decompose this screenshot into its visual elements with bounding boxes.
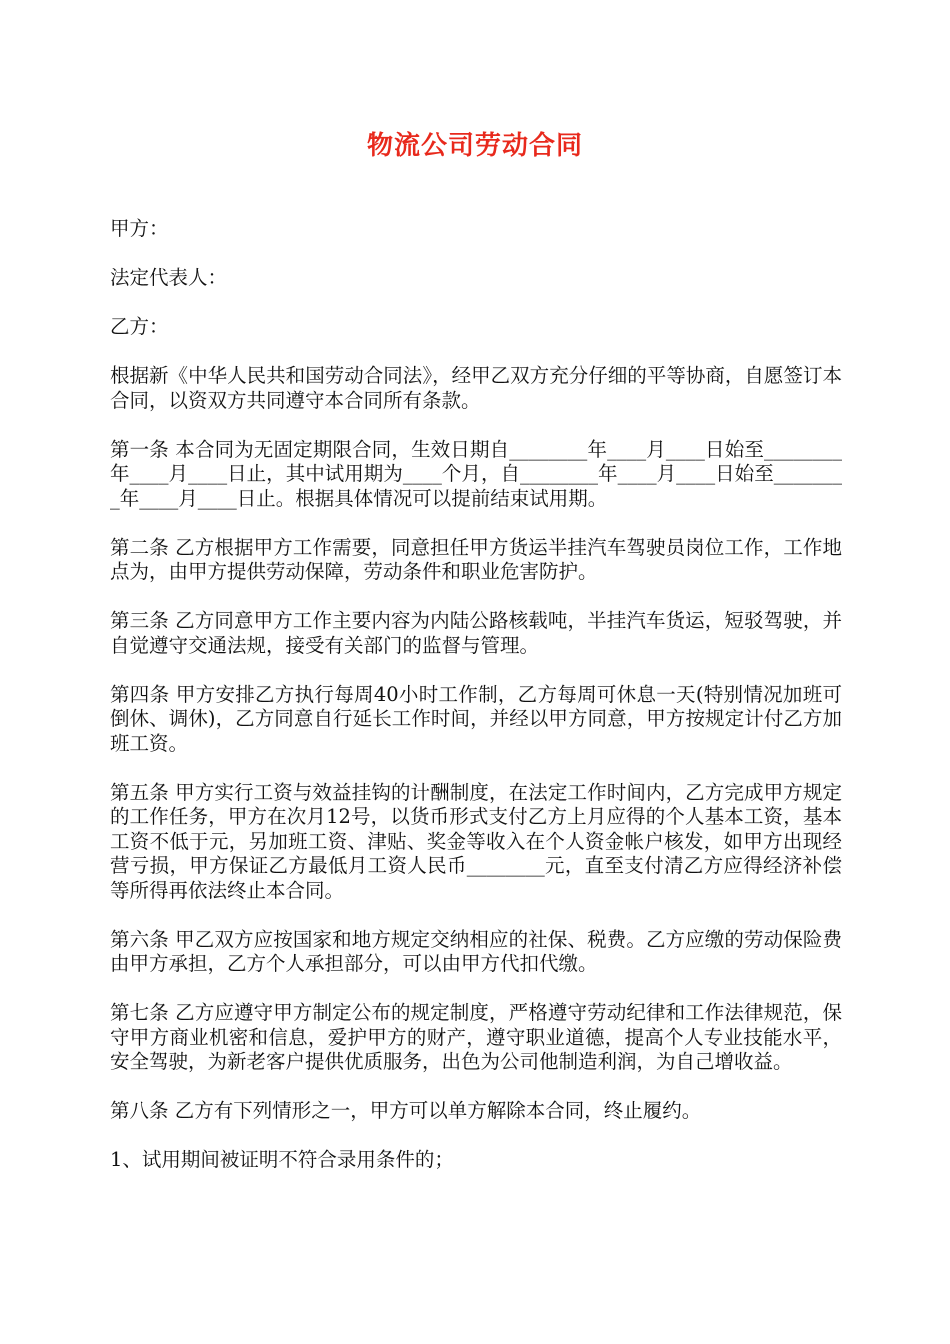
article-6-paragraph: 第六条 甲乙双方应按国家和地方规定交纳相应的社保、税费。乙方应缴的劳动保险费由甲方承担，乙方个人承担部分，可以由甲方代扣代缴。: [110, 927, 842, 975]
party-b-line: 乙方：: [110, 315, 169, 338]
document-title: 物流公司劳动合同: [366, 131, 583, 161]
article-1-paragraph: 第一条 本合同为无固定期限合同，生效日期自________年____月____日始至________年____月____日止，其中试用期为____个月，自________年____月____日始至________年____月____日止。根据具体情况可以提前结束试用期。: [110, 437, 842, 510]
article-7-paragraph: 第七条 乙方应遵守甲方制定公布的规定制度，严格遵守劳动纪律和工作法律规范，保守甲方商业机密和信息，爱护甲方的财产，遵守职业道德，提高个人专业技能水平，安全驾驶，为新老客户提供优质服务，出色为公司他制造利润，为自己增收益。: [110, 1001, 842, 1073]
article-2-paragraph: 第二条 乙方根据甲方工作需要，同意担任甲方货运半挂汽车驾驶员岗位工作，工作地点为，由甲方提供劳动保障，劳动条件和职业危害防护。: [110, 535, 842, 583]
article-8-item-1: 1、试用期间被证明不符合录用条件的；: [110, 1148, 454, 1171]
document-body: [110, 217, 842, 1197]
article-5-paragraph: 第五条 甲方实行工资与效益挂钩的计酬制度，在法定工作时间内，乙方完成甲方规定的工作任务，甲方在次月12号，以货币形式支付乙方上月应得的个人基本工资，基本工资不低于元，另加班工资、津贴、奖金等收入在个人资金帐户核发，如甲方出现经营亏损，甲方保证乙方最低月工资人民币________元，直至支付清乙方应得经济补偿等所得再依法终止本合同。: [110, 780, 842, 902]
article-8-paragraph: 第八条 乙方有下列情形之一，甲方可以单方解除本合同，终止履约。: [110, 1099, 702, 1122]
party-a-line: 甲方：: [110, 217, 169, 240]
article-4-paragraph: 第四条 甲方安排乙方执行每周40小时工作制，乙方每周可休息一天(特别情况加班可倒休、调休)，乙方同意自行延长工作时间，并经以甲方同意，甲方按规定计付乙方加班工资。: [110, 682, 842, 755]
preamble-paragraph: 根据新《中华人民共和国劳动合同法》，经甲乙双方充分仔细的平等协商，自愿签订本合同，以资双方共同遵守本合同所有条款。: [110, 364, 842, 412]
legal-representative-line: 法定代表人：: [110, 266, 228, 289]
article-3-paragraph: 第三条 乙方同意甲方工作主要内容为内陆公路核载吨，半挂汽车货运，短驳驾驶，并自觉遵守交通法规，接受有关部门的监督与管理。: [110, 609, 842, 657]
